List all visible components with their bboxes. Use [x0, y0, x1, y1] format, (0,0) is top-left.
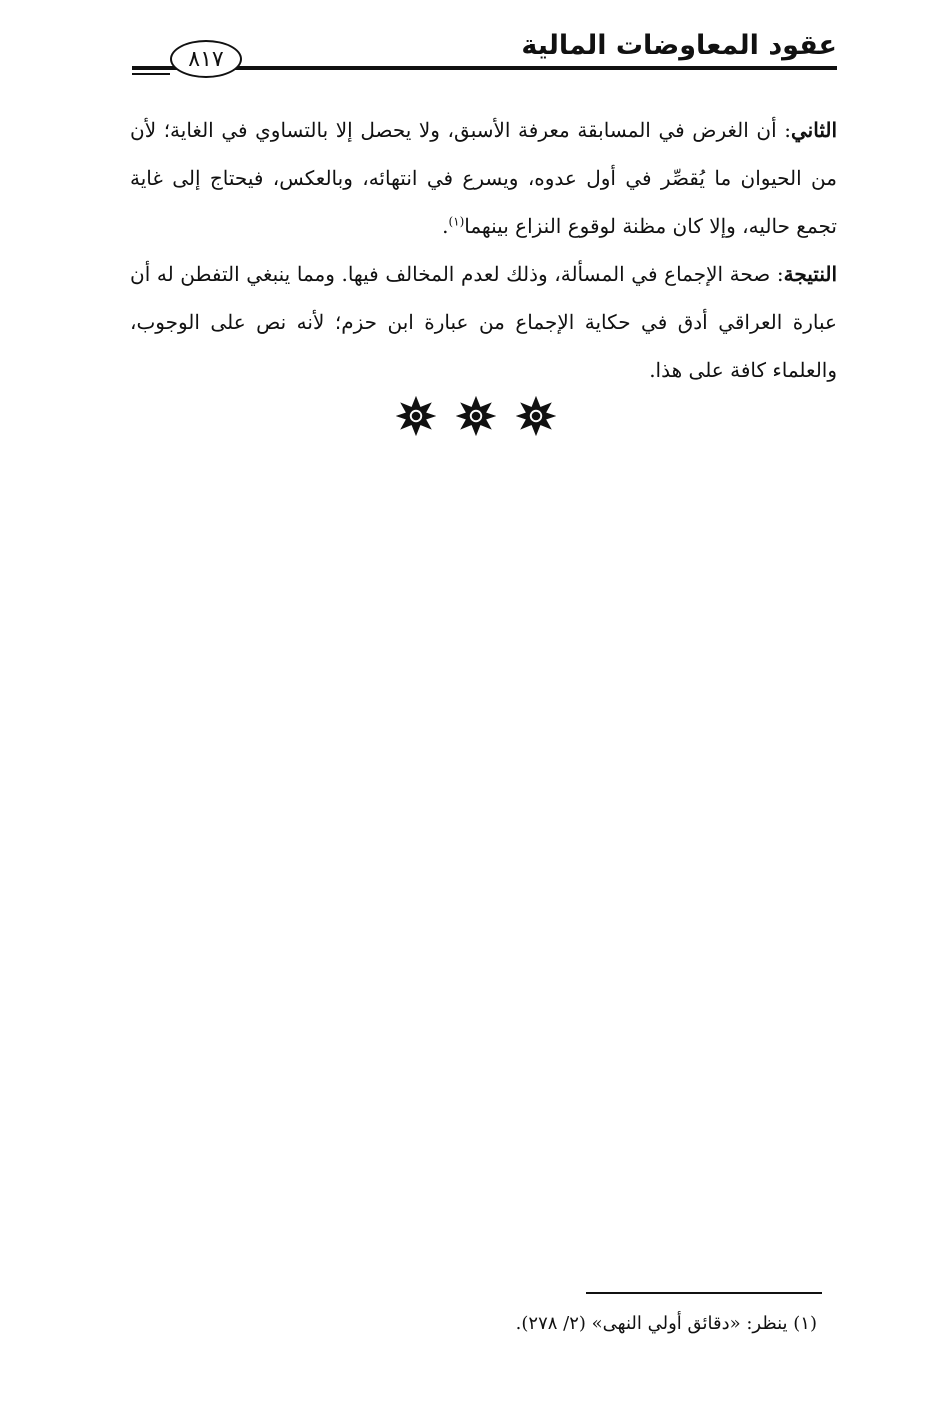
page-number-badge [170, 40, 242, 78]
paragraph-text: : أن الغرض في المسابقة معرفة الأسبق، ولا يحصل إلا بالتساوي في الغاية؛ لأن من الحيوان ما يُقصِّر في أول عدوه، ويسرع في انتهائه، وبالعكس، فيحتاج إلى غاية تجمع حاليه، وإلا كان مظنة لوقوع النزاع بينهما [130, 118, 837, 238]
paragraph-label: الثاني [790, 118, 837, 142]
page-number: ٨١٧ [188, 46, 224, 72]
footnote-reference[interactable]: (١) [448, 214, 465, 229]
paragraph-result [130, 250, 837, 394]
running-title: عقود المعاوضات المالية [521, 30, 837, 61]
paragraph-end-punct: . [442, 214, 449, 238]
flower-ornament-icon [396, 396, 436, 436]
paragraph-text: : صحة الإجماع في المسألة، وذلك لعدم المخالف فيها. ومما ينبغي التفطن له أن عبارة العراقي أدق في حكاية الإجماع من عبارة ابن حزم؛ لأنه نص على الوجوب، والعلماء كافة على هذا. [130, 262, 837, 382]
paragraph-label: النتيجة [783, 262, 837, 286]
paragraph-second-reason [130, 106, 837, 250]
header-rule-short [132, 73, 170, 75]
flower-ornament-icon [456, 396, 496, 436]
section-divider-ornaments [0, 396, 952, 436]
footnote-separator [586, 1292, 822, 1294]
footnote-1: (١) ينظر: «دقائق أولي النهى» (٢/ ٢٧٨). [515, 1313, 817, 1334]
flower-ornament-icon [516, 396, 556, 436]
